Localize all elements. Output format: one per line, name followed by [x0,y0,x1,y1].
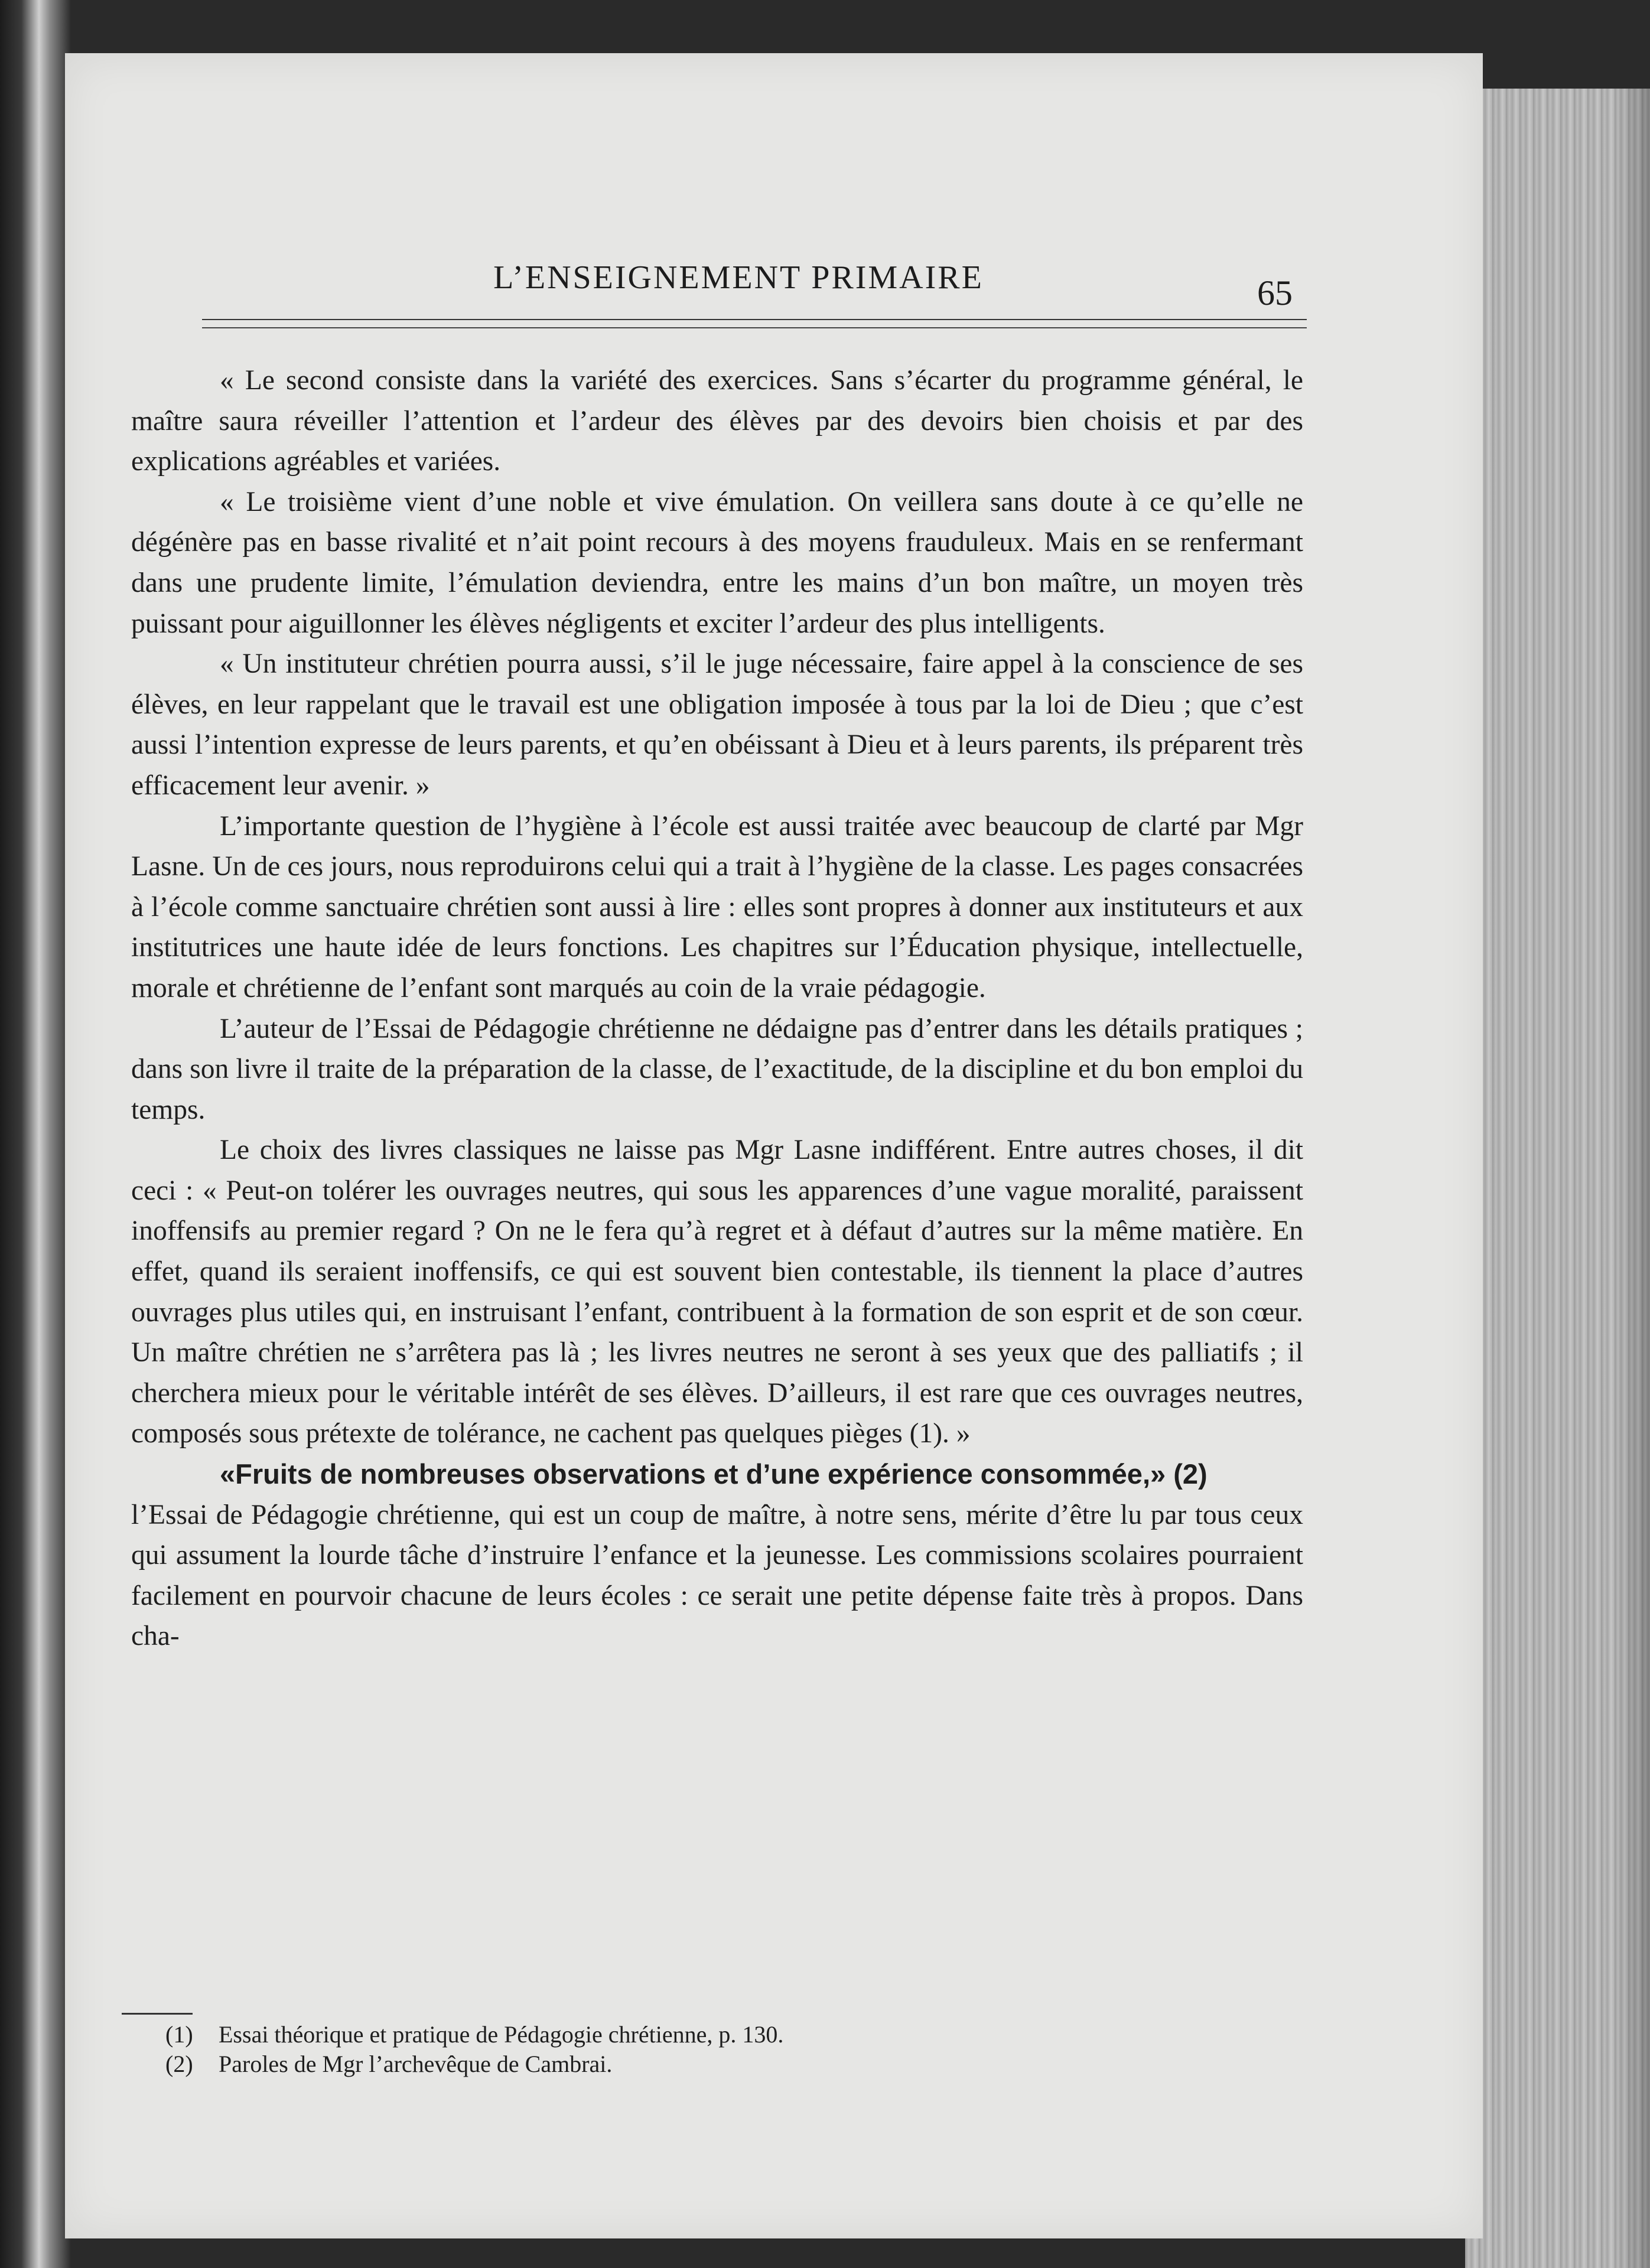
book-left-edge [0,0,71,2268]
page-number: 65 [1257,273,1293,312]
paragraph: L’importante question de l’hygiène à l’école est aussi traitée avec beaucoup de clarté par Mgr Lasne. Un de ces jours, nous reproduirons celui qui a trait à l’hygiène de la classe. Les pages consacrées à l’école comme sanctuaire chrétien sont aussi à lire : elles sont propres à donner aux instituteurs et aux institutrices une haute idée de leurs fonctions. Les chapitres sur l’Éducation physique, intellectuelle, morale et chrétienne de l’enfant sont marqués au coin de la vraie pédagogie. [131,810,1303,1003]
body-text [131,360,1303,1657]
header-rule [202,319,1307,328]
paragraph: « Le troisième vient d’une noble et vive émulation. On veillera sans doute à ce qu’elle ne dégénère pas en basse rivalité et n’ait point recours à des moyens frauduleux. Mais en se renfermant dans une prudente limite, l’émulation deviendra, entre les mains d’un bon maître, un moyen très puissant pour aiguillonner les élèves négligents et exciter l’ardeur des plus intelligents. [131,486,1303,639]
book-page [65,53,1483,2238]
footnote-text: Paroles de Mgr l’archevêque de Cambrai. [219,2051,613,2077]
paragraph: « Un instituteur chrétien pourra aussi, s’il le juge nécessaire, faire appel à la conscience de ses élèves, en leur rappelant que le travail est une obligation imposée à tous par la loi de Dieu ; que c’est aussi l’intention expresse de leurs parents, et qu’en obéissant à Dieu et à leurs parents, ils préparent très efficacement leur avenir. » [131,649,1303,801]
footnote-marker: (2) [165,2051,193,2077]
paragraph: L’auteur de l’Essai de Pédagogie chrétienne ne dédaigne pas d’entrer dans les détails pratiques ; dans son livre il traite de la préparation de la classe, de l’exactitude, de la discipline et du bon emploi du temps. [131,1013,1303,1125]
footnote [165,2049,1229,2079]
footnotes [165,2020,1229,2079]
footnote-marker: (1) [165,2021,193,2048]
footnote-text: Essai théorique et pratique de Pédagogie chrétienne, p. 130. [219,2021,784,2048]
footnote [165,2020,1229,2049]
book-page-stack [1465,89,1650,2268]
footnote-rule [122,2013,193,2015]
paragraph: « Le second consiste dans la variété des exercices. Sans s’écarter du programme général, le maître saura réveiller l’attention et l’ardeur des élèves par des devoirs bien choisis et par des explications agréables et variées. [131,365,1303,477]
paragraph: l’Essai de Pédagogie chrétienne, qui est un coup de maître, à notre sens, mérite d’être lu par tous ceux qui assument la lourde tâche d’instruire l’enfance et la jeunesse. Les commissions scolaires pourraient facilement en pourvoir chacune de leurs écoles : ce serait une petite dépense faite très à propos. Dans cha- [131,1499,1303,1652]
paragraph: Le choix des livres classiques ne laisse pas Mgr Lasne indifférent. Entre autres choses, il dit ceci : « Peut-on tolérer les ouvrages neutres, qui sous les apparences d’une vague moralité, paraissent inoffensifs au premier regard ? On ne le fera qu’à regret et à défaut d’autres sur la même matière. En effet, quand ils seraient inoffensifs, ce qui est souvent bien contestable, ils tiennent la place d’autres ouvrages plus utiles qui, en instruisant l’enfant, contribuent à la formation de son esprit et de son cœur. Un maître chrétien ne s’arrêtera pas là ; les livres neutres ne seront à ses yeux que des palliatifs ; il cherchera mieux pour le véritable intérêt de ses élèves. D’ailleurs, il est rare que ces ouvrages neutres, composés sous prétexte de tolérance, ne cachent pas quelques pièges (1). » [131,1135,1303,1449]
running-title: L’ENSEIGNEMENT PRIMAIRE [493,259,984,296]
quoted-heading-line: «Fruits de nombreuses observations et d’une expérience consommée,» (2) [220,1458,1208,1490]
